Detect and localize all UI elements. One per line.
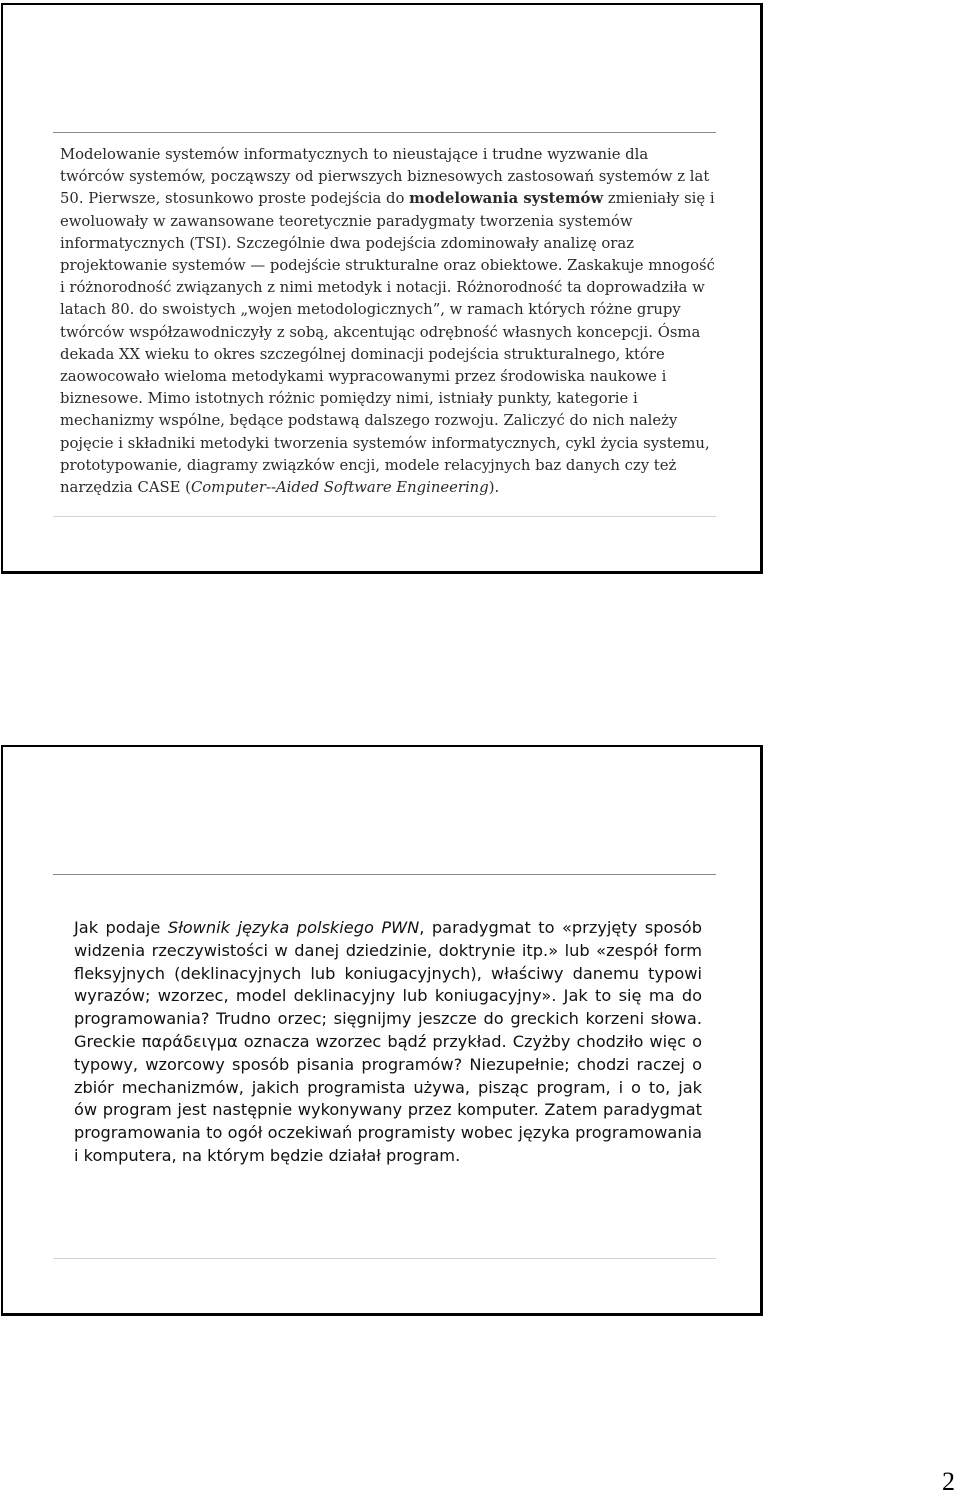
slide-2-paragraph <box>74 917 702 1168</box>
slide-2-text-2: oznacza wzorzec bądź przykład. Czyżby chodziło więc o typowy, wzorcowy sposób pisania programów? Niezupełnie; chodzi raczej o zbiór mechanizmów, jakich programista używa, pisząc program, i o to, jak ów program jest następnie wykonywany przez komputer. Zatem paradygmat programowania to ogół oczekiwań programisty wobec języka programowania i komputera, na którym będzie działał program. <box>74 1031 702 1165</box>
slide-1-bottom-divider <box>53 516 716 517</box>
slide-1-scanned-paragraph <box>60 144 717 499</box>
slide-2-source-title: Słownik języka polskiego PWN <box>167 918 420 937</box>
slide-1-text-after-bold: zmieniały się i ewoluowały w zawansowane teoretycznie paradygmaty tworzenia systemów informatycznych (TSI). Szczególnie dwa podejścia zdominowały analizę oraz projektowanie systemów — podejście strukturalne oraz obiektowe. Zaskakuje mnogość i różnorodność związanych z nimi metodyk i notacji. Różnorodność ta doprowadziła w latach 80. do swoistych „wojen metodologicznych”, w ramach których różne grupy twórców współzawodniczyły z sobą, akcentując odrębność własnych koncepcji. Ósma dekada XX wieku to okres szczególnej dominacji podejścia strukturalnego, które zaowocowało wieloma metodykami wypracowanymi przez środowiska naukowe i biznesowe. Mimo istotnych różnic pomiędzy nimi, istniały punkty, kategorie i mechanizmy wspólne, będące podstawą dalszego rozwoju. Zaliczyć do nich należy pojęcie i składniki metodyki tworzenia systemów informatycznych, cykl życia systemu, prototypowanie, diagramy związków encji, modele relacyjnych baz danych czy też narzędzia CASE ( <box>60 190 715 497</box>
slide-1 <box>1 3 763 574</box>
slide-1-top-divider <box>53 132 716 133</box>
slide-1-italic-term: Computer--Aided Software Engineering <box>190 479 489 497</box>
slide-1-closing: ). <box>488 479 500 497</box>
slide-2-top-divider <box>53 874 716 875</box>
page-number: 2 <box>942 1467 955 1496</box>
slide-1-bold-term: modelowania systemów <box>409 190 604 208</box>
slide-2-greek-word: παράδειγμα <box>141 1031 238 1051</box>
slide-1-text-before-bold: Modelowanie systemów informatycznych to nieustające i trudne wyzwanie dla twórców systemów, począwszy od pierwszych biznesowych zastosowań systemów z lat 50. Pierwsze, stosunkowo proste podejścia do <box>60 146 710 208</box>
slide-2-bottom-divider <box>53 1258 716 1259</box>
slide-1-paragraph <box>60 144 717 499</box>
slide-2-paragraph-block <box>74 917 702 1168</box>
slide-2-text-1: , paradygmat to «przyjęty sposób widzenia rzeczywistości w danej dziedzinie, doktrynie itp.» lub «zespół form fleksyjnych (deklinacyjnych lub koniugacyjnych), właściwy danemu typowi wyrazów; wzorzec, model deklinacyjny lub koniugacyjny». Jak to się ma do programowania? Trudno orzec; sięgnijmy jeszcze do greckich korzeni słowa. Greckie <box>74 918 702 1051</box>
slide-2 <box>1 745 763 1316</box>
slide-2-intro: Jak podaje <box>74 918 168 937</box>
